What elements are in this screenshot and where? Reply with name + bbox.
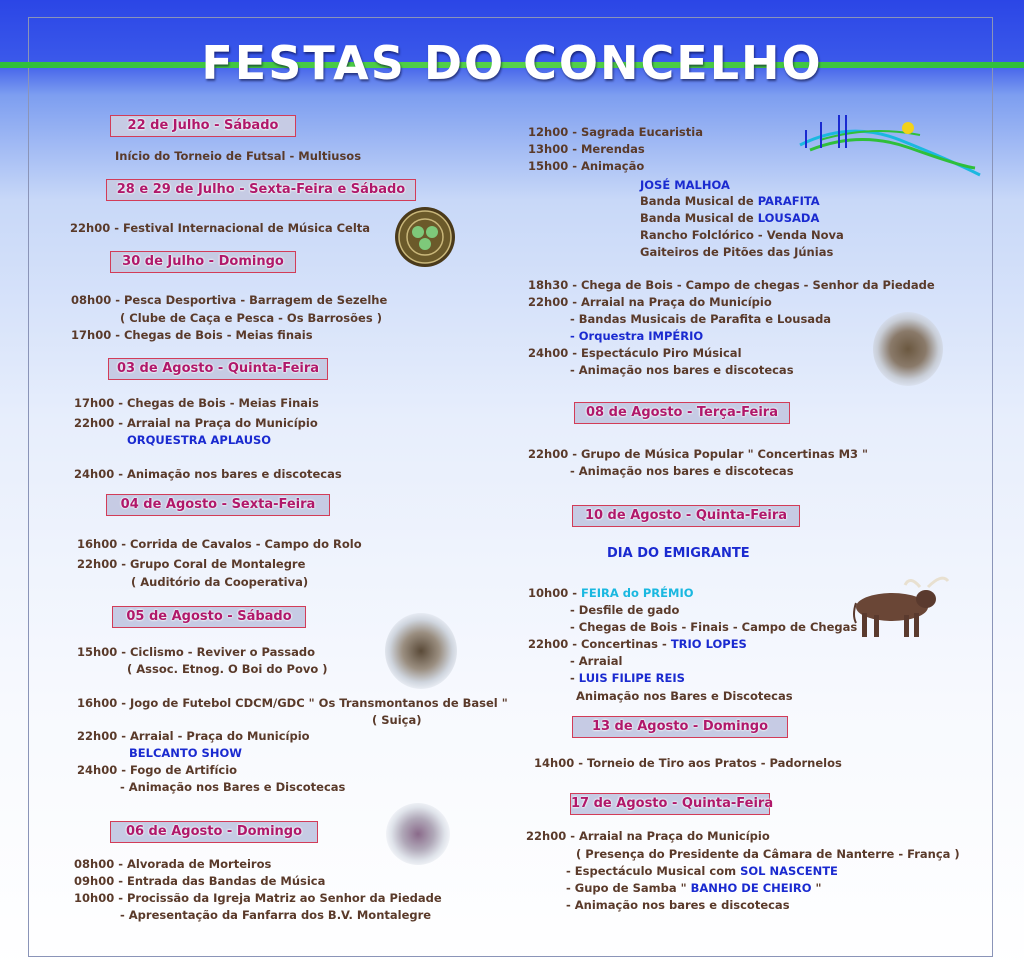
date-28-29-julho: 28 e 29 de Julho - Sexta-Feira e Sábado [106, 179, 416, 201]
artist-name: BANHO DE CHEIRO [690, 881, 812, 895]
fair-name: FEIRA do PRÉMIO [580, 586, 694, 600]
date-05-agosto: 05 de Agosto - Sábado [112, 606, 306, 628]
event-line: - Bandas Musicais de Parafita e Lousada [570, 312, 832, 326]
event-line: 24h00 - Fogo de Artifício [77, 763, 238, 777]
event-line: ( Clube de Caça e Pesca - Os Barrosões ) [120, 311, 382, 325]
bull-fight-photo [873, 312, 943, 386]
event-line: Rancho Folclórico - Venda Nova [640, 228, 844, 242]
event-line [640, 211, 819, 225]
event-line [566, 864, 838, 878]
event-line: ( Auditório da Cooperativa) [131, 575, 309, 589]
orchestra-prefix: - Orquestra [570, 329, 649, 343]
event-line: ( Suiça) [372, 713, 422, 727]
date-06-agosto: 06 de Agosto - Domingo [110, 821, 318, 843]
municipality-logo-icon [790, 110, 985, 185]
artist-name: SOL NASCENTE [740, 864, 838, 878]
date-03-agosto: 03 de Agosto - Quinta-Feira [108, 358, 328, 380]
event-line: 24h00 - Espectáculo Piro Músical [528, 346, 742, 360]
event-line: 15h00 - Ciclismo - Reviver o Passado [77, 645, 315, 659]
date-08-agosto: 08 de Agosto - Terça-Feira [574, 402, 790, 424]
event-line [528, 586, 694, 600]
celtic-knot-icon [394, 206, 456, 268]
event-line: 08h00 - Pesca Desportiva - Barragem de Sezelhe [71, 293, 388, 307]
event-line: 14h00 - Torneio de Tiro aos Pratos - Padornelos [534, 756, 842, 770]
time-label: 10h00 - [528, 586, 581, 600]
event-line: 15h00 - Animação [528, 159, 645, 173]
event-line: 08h00 - Alvorada de Morteiros [74, 857, 272, 871]
event-line [528, 637, 747, 651]
event-line: Animação nos Bares e Discotecas [576, 689, 793, 703]
event-line: 22h00 - Grupo de Música Popular " Concertinas M3 " [528, 447, 869, 461]
event-line: - Chegas de Bois - Finais - Campo de Chegas [570, 620, 858, 634]
band-prefix: Banda Musical de [640, 194, 758, 208]
event-line: - Animação nos bares e discotecas [566, 898, 790, 912]
event-line: - Apresentação da Fanfarra dos B.V. Montalegre [120, 908, 432, 922]
date-13-agosto: 13 de Agosto - Domingo [572, 716, 788, 738]
event-line: 17h00 - Chegas de Bois - Meias Finais [74, 396, 319, 410]
event-line: - Desfile de gado [570, 603, 680, 617]
page-title: FESTAS DO CONCELHO [201, 36, 823, 90]
event-line: - Animação nos bares e discotecas [570, 363, 794, 377]
event-line: 22h00 - Festival Internacional de Música Celta [70, 221, 371, 235]
event-line: 17h00 - Chegas de Bois - Meias finais [71, 328, 313, 342]
emigrant-day-title: DIA DO EMIGRANTE [607, 546, 750, 561]
event-line: ( Assoc. Etnog. O Boi do Povo ) [127, 662, 328, 676]
event-line: - Animação nos bares e discotecas [570, 464, 794, 478]
event-line: 10h00 - Procissão da Igreja Matriz ao Senhor da Piedade [74, 891, 442, 905]
event-line: 24h00 - Animação nos bares e discotecas [74, 467, 342, 481]
event-line [566, 881, 822, 895]
event-line: 22h00 - Arraial na Praça do Município [528, 295, 772, 309]
dash: - [570, 671, 579, 685]
event-highlight: JOSÉ MALHOA [640, 178, 730, 192]
artist-name: LUIS FILIPE REIS [578, 671, 685, 685]
quote-close: " [811, 881, 822, 895]
event-line: 13h00 - Merendas [528, 142, 645, 156]
event-line: 16h00 - Corrida de Cavalos - Campo do Rolo [77, 537, 362, 551]
event-line: 22h00 - Grupo Coral de Montalegre [77, 557, 306, 571]
event-line [570, 329, 703, 343]
event-line: 16h00 - Jogo de Futebol CDCM/GDC " Os Transmontanos de Basel " [77, 696, 508, 710]
event-line [640, 194, 820, 208]
event-line: - Arraial [570, 654, 623, 668]
bull-icon [850, 573, 950, 641]
orchestra-name: IMPÉRIO [648, 329, 704, 343]
samba-prefix: - Gupo de Samba " [566, 881, 691, 895]
event-highlight: BELCANTO SHOW [129, 746, 242, 760]
concert-prefix: 22h00 - Concertinas - [528, 637, 671, 651]
date-04-agosto: 04 de Agosto - Sexta-Feira [106, 494, 330, 516]
band-name: PARAFITA [757, 194, 820, 208]
event-line: 22h00 - Arraial - Praça do Município [77, 729, 310, 743]
cycling-photo [385, 613, 457, 689]
date-30-julho: 30 de Julho - Domingo [110, 251, 296, 273]
band-prefix: Banda Musical de [640, 211, 758, 225]
show-prefix: - Espectáculo Musical com [566, 864, 741, 878]
event-line: - Animação nos Bares e Discotecas [120, 780, 346, 794]
artist-name: TRIO LOPES [670, 637, 747, 651]
band-name: LOUSADA [757, 211, 820, 225]
event-line: 22h00 - Arraial na Praça do Município [74, 416, 318, 430]
date-22-julho: 22 de Julho - Sábado [110, 115, 296, 137]
event-line [570, 671, 685, 685]
date-17-agosto: 17 de Agosto - Quinta-Feira [570, 793, 770, 815]
event-line: 12h00 - Sagrada Eucaristia [528, 125, 703, 139]
event-line: 09h00 - Entrada das Bandas de Música [74, 874, 326, 888]
event-line: 18h30 - Chega de Bois - Campo de chegas - Senhor da Piedade [528, 278, 935, 292]
event-highlight: ORQUESTRA APLAUSO [127, 433, 272, 447]
event-line: Gaiteiros de Pitões das Júnias [640, 245, 834, 259]
event-line: ( Presença do Presidente da Câmara de Nanterre - França ) [576, 847, 960, 861]
procession-photo [386, 803, 450, 865]
date-10-agosto: 10 de Agosto - Quinta-Feira [572, 505, 800, 527]
event-line: 22h00 - Arraial na Praça do Município [526, 829, 770, 843]
event-line: Início do Torneio de Futsal - Multiusos [115, 149, 362, 163]
